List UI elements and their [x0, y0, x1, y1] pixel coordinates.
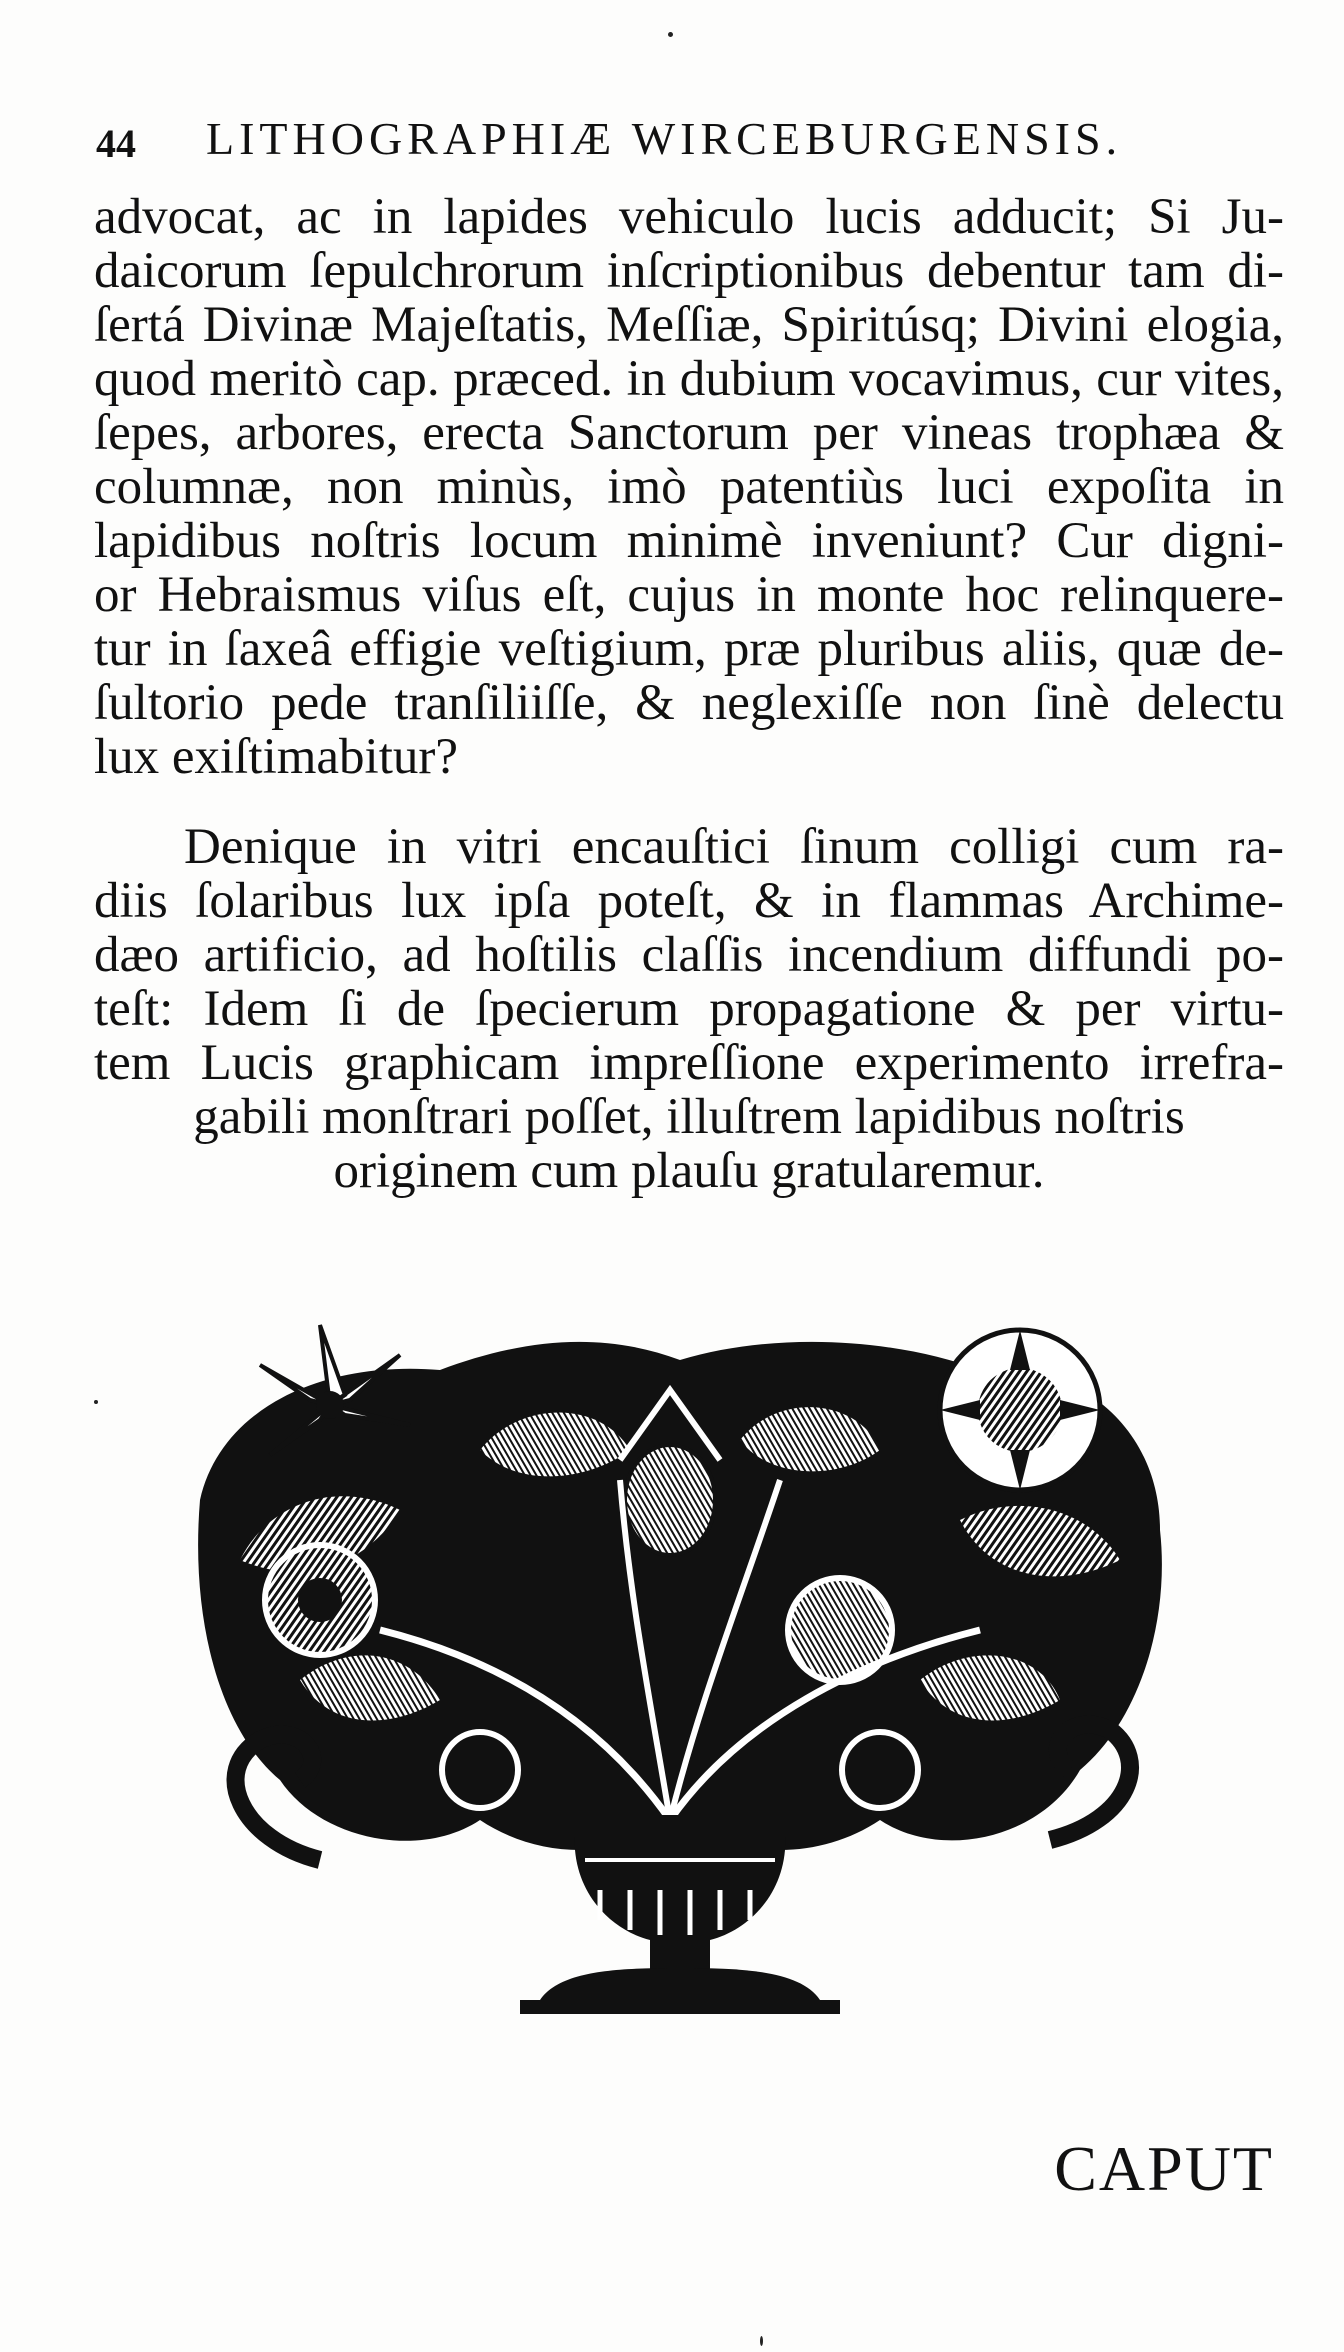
- text-line: or Hebraismus viſus eſt, cujus in monte hoc relinquere-: [94, 567, 1284, 623]
- running-title: LITHOGRAPHIÆ WIRCEBURGENSIS.: [206, 113, 1123, 164]
- text-line: tem Lucis graphicam impreſſione experimento irrefra-: [94, 1035, 1284, 1091]
- text-line: ſepes, arbores, erecta Sanctorum per vineas trophæa &: [94, 405, 1284, 461]
- text-line: gabili monſtrari poſſet, illuſtrem lapidibus noſtris: [193, 1089, 1185, 1145]
- paragraph-1: [94, 190, 1284, 784]
- print-speck: [760, 2336, 763, 2346]
- text-line: lapidibus noſtris locum minimè inveniunt? Cur digni-: [94, 513, 1284, 569]
- page-number: 44: [96, 121, 136, 166]
- print-speck: [94, 1400, 98, 1404]
- print-speck: [668, 32, 673, 37]
- page-header: [96, 112, 1246, 172]
- text-line: originem cum plauſu gratularemur.: [333, 1143, 1045, 1199]
- text-line: teſt: Idem ſi de ſpecierum propagatione & per virtu-: [94, 981, 1284, 1037]
- catchword: CAPUT: [1054, 2133, 1274, 2204]
- text-line: Denique in vitri encauſtici ſinum colligi cum ra-: [184, 819, 1284, 875]
- text-line: ſertá Divinæ Majeſtatis, Meſſiæ, Spiritúsq; Divini elogia,: [94, 297, 1284, 353]
- text-line: advocat, ac in lapides vehiculo lucis adducit; Si Ju-: [94, 189, 1284, 245]
- text-line: diis ſolaribus lux ipſa poteſt, & in flammas Archime-: [94, 873, 1284, 929]
- text-line: tur in ſaxeâ effigie veſtigium, præ pluribus aliis, quæ de-: [94, 621, 1284, 677]
- text-line: lux exiſtimabitur?: [94, 729, 458, 785]
- text-line: ſultorio pede tranſiliiſſe, & neglexiſſe non ſinè delectu: [94, 675, 1284, 731]
- text-line: quod meritò cap. præced. in dubium vocavimus, cur vites,: [94, 351, 1284, 407]
- floral-vase-woodcut-icon: [180, 1300, 1180, 2030]
- text-line: daicorum ſepulchrorum inſcriptionibus debentur tam di-: [94, 243, 1284, 299]
- text-line: dæo artificio, ad hoſtilis claſſis incendium diffundi po-: [94, 927, 1284, 983]
- paragraph-2: [94, 820, 1284, 1198]
- text-line: columnæ, non minùs, imò patentiùs luci expoſita in: [94, 459, 1284, 515]
